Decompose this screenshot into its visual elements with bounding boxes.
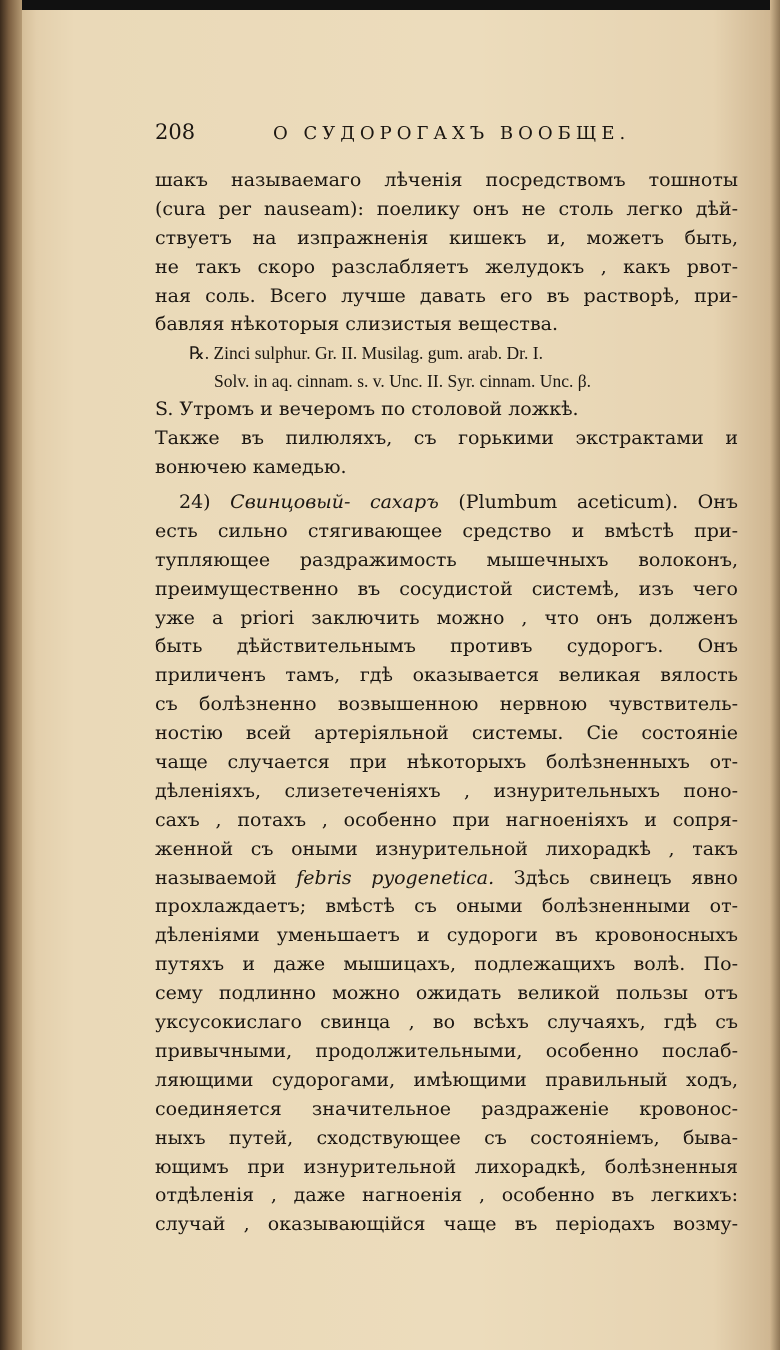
text-line: бавляя нѣкоторыя слизистыя вещества. (155, 313, 559, 336)
prescription-line: ℞. Zinci sulphur. Gr. II. Musilag. gum. arab. Dr. I. (189, 343, 543, 364)
text-line: уксусокислаго свинца , во всѣхъ случаяхъ, гдѣ съ (155, 1011, 738, 1034)
text-line: приличенъ тамъ, гдѣ оказывается великая вялость (155, 664, 738, 687)
text-line: преимущественно въ сосудистой системѣ, изъ чего (155, 577, 738, 600)
text-line: дѣленіями уменьшаетъ и судороги въ кровоносныхъ (155, 924, 738, 947)
page-edge (770, 0, 780, 1350)
text-line: тупляющее раздражимость мышечныхъ волоконъ, (155, 548, 738, 571)
text-line: уже a priori заключить можно , что онъ долженъ (155, 606, 738, 629)
section-number: 24) (179, 491, 211, 514)
running-title: О СУДОРОГАХЪ ВООБЩЕ. (273, 123, 631, 144)
section-24-heading-line (155, 488, 738, 517)
text-line: ныхъ путей, сходствующее съ состояніемъ, быва- (155, 1126, 738, 1149)
text-line: отдѣленія , даже нагноенія , особенно въ легкихъ: (155, 1184, 738, 1207)
text-line: чаще случается при нѣкоторыхъ болѣзненныхъ от- (155, 751, 738, 774)
text-line: ствуетъ на изпражненія кишекъ и, можетъ быть, (155, 226, 738, 249)
paragraph-2 (155, 424, 738, 482)
febris-term: febris pyogenetica. (296, 866, 495, 889)
text-line: вонючею камедью. (155, 456, 347, 479)
text-line: дѣленіяхъ, слизетеченіяхъ , изнурительныхъ поно- (155, 779, 738, 802)
prescription-line: Solv. in aq. cinnam. s. v. Unc. II. Syr. cinnam. Unc. β. (214, 371, 591, 392)
text-line: женной съ оными изнурительной лихорадкѣ , такъ (155, 837, 738, 860)
text-line: сахъ , потахъ , особенно при нагноеніяхъ и сопря- (155, 808, 738, 831)
text-line: не такъ скоро разслабляетъ желудокъ , какъ рвот- (155, 255, 738, 278)
text-line: путяхъ и даже мышицахъ, подлежащихъ волѣ. По- (155, 953, 738, 976)
text-line: ляющими судорогами, имѣющими правильный ходъ, (155, 1068, 738, 1091)
text-line: привычными, продолжительными, особенно послаб- (155, 1039, 738, 1062)
febris-before: называемой (155, 866, 277, 889)
text-line: ностію всей артеріяльной системы. Сіе состояніе (155, 722, 738, 745)
text-line: (cura per nauseam): поелику онъ не столь легко дѣй- (155, 197, 738, 220)
text-line: ная соль. Всего лучше давать его въ растворѣ, при- (155, 284, 738, 307)
paragraph-1 (155, 166, 738, 339)
page-number: 208 (155, 120, 196, 144)
section-term: Свинцовый- сахаръ (230, 491, 439, 514)
febris-after: Здѣсь свинецъ явно (513, 866, 739, 889)
text-line: есть сильно стягивающее средство и вмѣстѣ при- (155, 519, 738, 542)
page-text (155, 120, 738, 1239)
binding-fold (0, 0, 22, 1350)
dosage-instruction: S. Утромъ и вечеромъ по столовой ложкѣ. (155, 398, 579, 421)
section-latin: (Plumbum aceticum). Онъ (458, 491, 738, 514)
section-24 (155, 488, 738, 1239)
text-line: соединяется значительное раздраженіе кровонос- (155, 1097, 738, 1120)
text-line: съ болѣзненно возвышенною нервною чувствитель- (155, 693, 738, 716)
prescription (155, 339, 738, 395)
text-line: шакъ называемаго лѣченія посредствомъ тошноты (155, 169, 738, 191)
text-line: Также въ пилюляхъ, съ горькими экстрактами и (155, 427, 738, 450)
text-line: случай , оказывающійся чаще въ періодахъ возму- (155, 1213, 738, 1236)
text-line: сему подлинно можно ожидать великой пользы отъ (155, 982, 738, 1005)
text-line: быть дѣйствительнымъ противъ судорогъ. Онъ (155, 635, 738, 658)
febris-line (155, 864, 738, 893)
text-line: ющимъ при изнурительной лихорадкѣ, болѣзненныя (155, 1155, 738, 1178)
text-line: прохлаждаетъ; вмѣстѣ съ оными болѣзненными от- (155, 895, 738, 918)
page-header (155, 120, 738, 156)
